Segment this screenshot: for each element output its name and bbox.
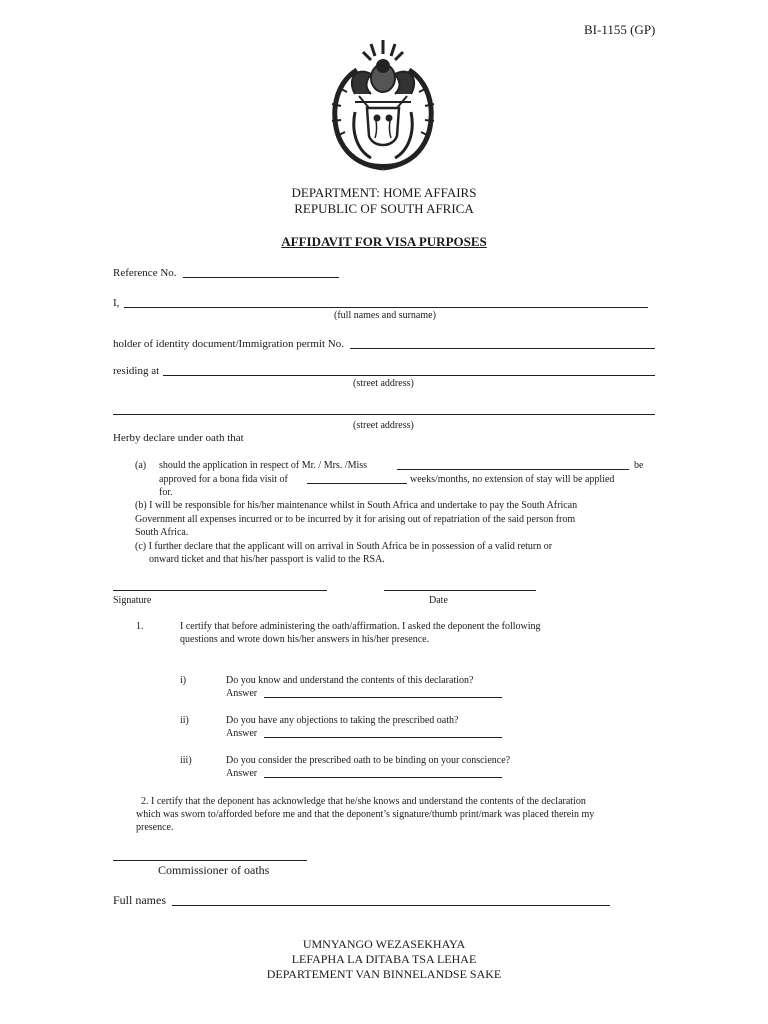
- coat-of-arms-icon: [325, 36, 441, 176]
- declaration-intro: Herby declare under oath that: [113, 432, 244, 444]
- clause-a-line3: for.: [159, 487, 173, 498]
- question-3-answer-label: Answer: [226, 768, 258, 779]
- date-field[interactable]: [384, 590, 536, 591]
- question-2-answer-label: Answer: [226, 728, 258, 739]
- page-title: AFFIDAVIT FOR VISA PURPOSES: [281, 234, 487, 249]
- applicant-name-field[interactable]: [397, 469, 629, 470]
- id-number-field[interactable]: [350, 348, 655, 349]
- question-1-num: i): [180, 675, 187, 686]
- i-label: I,: [113, 297, 120, 309]
- signature-field[interactable]: [113, 590, 327, 591]
- street-hint: (street address): [353, 378, 414, 389]
- full-names-hint: (full names and surname): [334, 310, 436, 321]
- commissioner-label: Commissioner of oaths: [158, 863, 270, 877]
- clause-b-line3: South Africa.: [135, 527, 189, 538]
- clause-a-line1: should the application in respect of Mr. / Mrs. /Miss: [159, 460, 368, 471]
- clause-b-line2: Government all expenses incurred or to be incurred by it for arising out of repatriation of the said person from: [135, 514, 576, 525]
- street-hint-2: (street address): [353, 420, 414, 431]
- clause-c-line2: onward ticket and that his/her passport is valid to the RSA.: [149, 554, 385, 565]
- question-1-text: Do you know and understand the contents of this declaration?: [226, 675, 474, 686]
- commissioner-full-names-field[interactable]: [172, 905, 610, 906]
- footer-line-3: DEPARTEMENT VAN BINNELANDSE SAKE: [266, 967, 502, 981]
- question-2-num: ii): [180, 715, 189, 726]
- clause-a-line2a: approved for a bona fida visit of: [159, 474, 288, 485]
- footer-line-2: LEFAPHA LA DITABA TSA LEHAE: [291, 952, 477, 966]
- residing-label: residing at: [113, 365, 160, 377]
- clause-a-be: be: [634, 460, 644, 471]
- question-1-answer-field[interactable]: [264, 697, 502, 698]
- question-3-num: iii): [180, 755, 192, 766]
- commissioner-signature-field[interactable]: [113, 860, 307, 861]
- department-heading: DEPARTMENT: HOME AFFAIRS: [291, 185, 477, 200]
- cert-num-1: 1.: [136, 621, 144, 632]
- full-names-field[interactable]: [124, 307, 648, 308]
- street-address-field[interactable]: [163, 375, 655, 376]
- footer-line-1: UMNYANGO WEZASEKHAYA: [302, 937, 466, 951]
- id-holder-label: holder of identity document/Immigration permit No.: [113, 338, 344, 350]
- question-3-text: Do you consider the prescribed oath to be binding on your conscience?: [226, 755, 511, 766]
- question-1-answer-label: Answer: [226, 688, 258, 699]
- cert-text-2-line2: which was sworn to/afforded before me and that the deponent’s signature/thumb print/mark was placed therein my: [136, 809, 595, 820]
- clause-a-line2b: weeks/months, no extension of stay will be applied: [410, 474, 615, 485]
- street-address-field-2[interactable]: [113, 414, 655, 415]
- clause-c-line1: (c) I further declare that the applicant will on arrival in South Africa be in possession of a valid return or: [135, 541, 553, 552]
- cert-text-2-line1: 2. I certify that the deponent has acknowledge that he/she knows and understand the contents of the declaration: [141, 796, 586, 807]
- cert-text-2-line3: presence.: [136, 822, 174, 833]
- full-names-label: Full names: [113, 893, 166, 907]
- question-3-answer-field[interactable]: [264, 777, 502, 778]
- question-2-text: Do you have any objections to taking the prescribed oath?: [226, 715, 459, 726]
- cert-text-1-line1: I certify that before administering the oath/affirmation. I asked the deponent the following: [180, 621, 541, 632]
- republic-heading: REPUBLIC OF SOUTH AFRICA: [294, 201, 474, 216]
- form-code: BI-1155 (GP): [584, 22, 656, 37]
- date-label: Date: [429, 595, 448, 606]
- reference-label: Reference No.: [113, 267, 177, 279]
- reference-field[interactable]: [183, 277, 339, 278]
- signature-label: Signature: [113, 595, 152, 606]
- question-2-answer-field[interactable]: [264, 737, 502, 738]
- clause-a-prefix: (a): [135, 460, 147, 471]
- visit-duration-field[interactable]: [307, 483, 407, 484]
- cert-text-1-line2: questions and wrote down his/her answers in his/her presence.: [180, 634, 430, 645]
- clause-b-line1: (b) I will be responsible for his/her maintenance whilst in South Africa and undertake to pay the South African: [135, 500, 578, 511]
